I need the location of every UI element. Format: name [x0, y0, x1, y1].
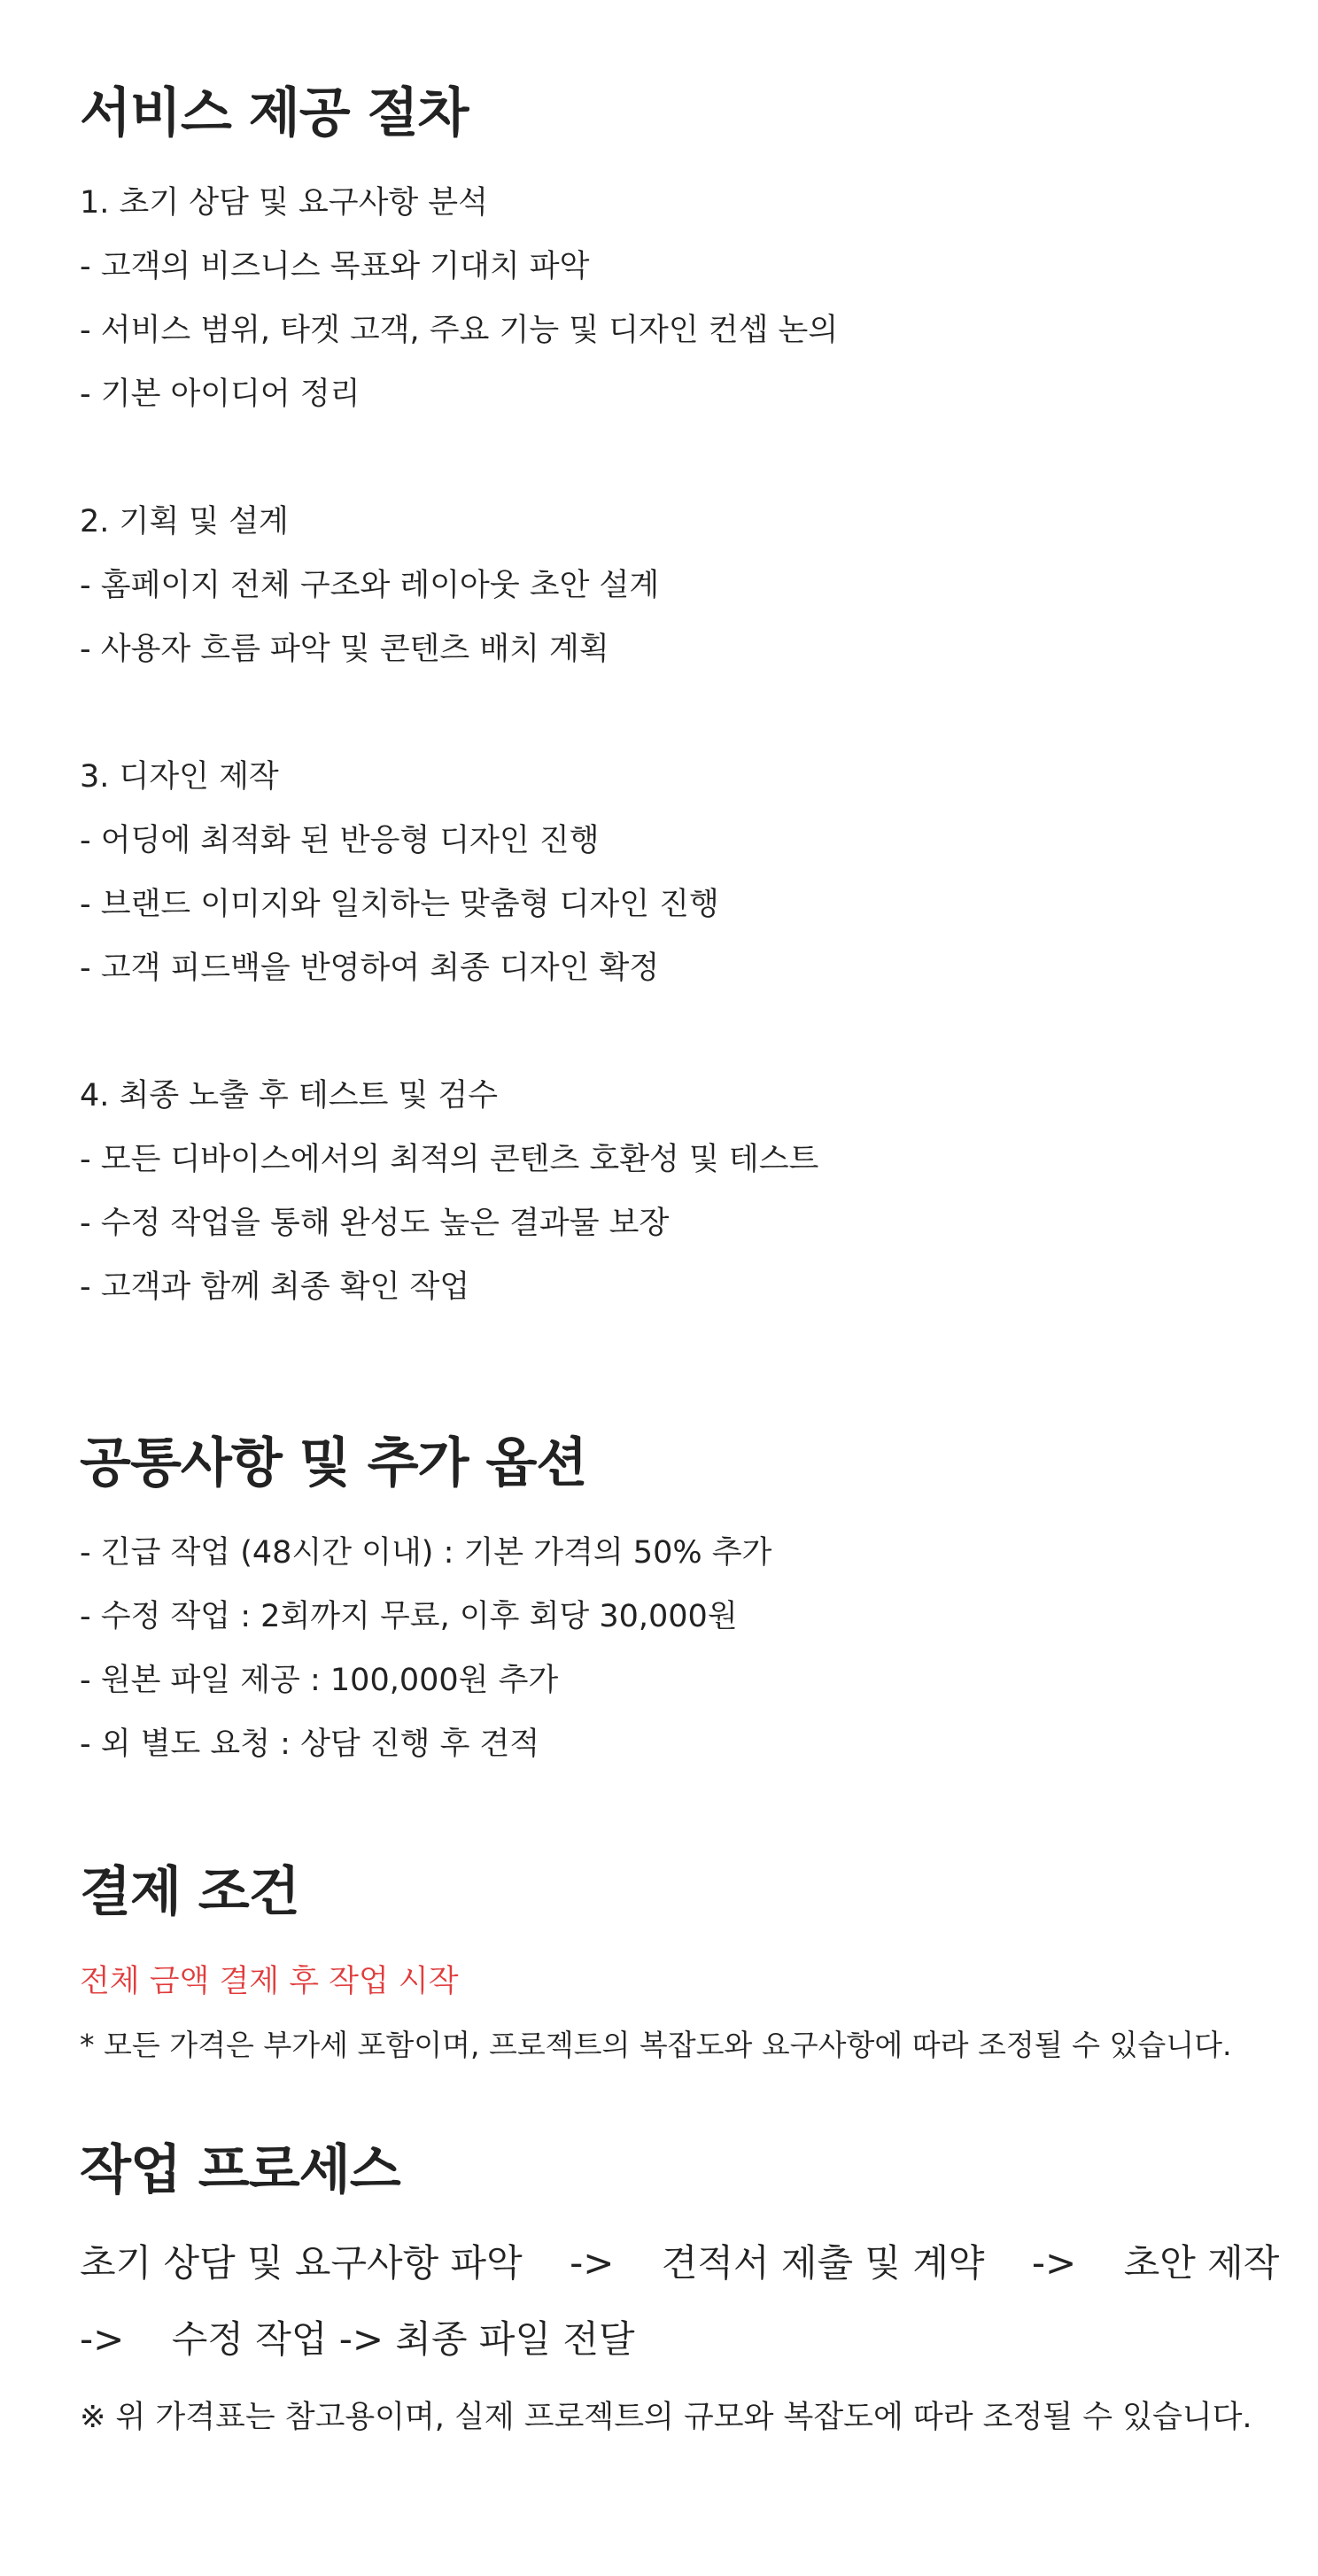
option-item: - 원본 파일 제공 : 100,000원 추가: [80, 1663, 559, 1698]
step1-item: - 서비스 범위, 타겟 고객, 주요 기능 및 디자인 컨셉 논의: [80, 313, 839, 348]
option-item: - 수정 작업 : 2회까지 무료, 이후 회당 30,000원: [80, 1599, 738, 1634]
step2-item: - 홈페이지 전체 구조와 레이아웃 초안 설계: [80, 568, 660, 603]
process-title: 작업 프로세스: [80, 2139, 400, 2201]
step4-item: - 수정 작업을 통해 완성도 높은 결과물 보장: [80, 1206, 670, 1241]
step4-title: 4. 최종 노출 후 테스트 및 검수: [80, 1078, 499, 1113]
payment-note: * 모든 가격은 부가세 포함이며, 프로젝트의 복잡도와 요구사항에 따라 조정될 수 있습니다.: [80, 2028, 1232, 2062]
options-title: 공통사항 및 추가 옵션: [80, 1432, 587, 1494]
step1-item: - 고객의 비즈니스 목표와 기대치 파악: [80, 249, 590, 284]
payment-title: 결제 조건: [80, 1861, 299, 1923]
step2-item: - 사용자 흐름 파악 및 콘텐츠 배치 계획: [80, 632, 609, 667]
process-flow-line1: 초기 상담 및 요구사항 파악 -> 견적서 제출 및 계약 -> 초안 제작: [80, 2241, 1280, 2285]
step3-item: - 고객 피드백을 반영하여 최종 디자인 확정: [80, 950, 660, 986]
payment-highlight: 전체 금액 결제 후 작업 시작: [80, 1964, 459, 1999]
step3-item: - 어딩에 최적화 된 반응형 디자인 진행: [80, 823, 600, 858]
process-flow-line2: -> 수정 작업 -> 최종 파일 전달: [80, 2317, 635, 2361]
step4-item: - 모든 디바이스에서의 최적의 콘텐츠 호환성 및 테스트: [80, 1142, 819, 1177]
option-item: - 긴급 작업 (48시간 이내) : 기본 가격의 50% 추가: [80, 1535, 772, 1571]
step1-title: 1. 초기 상담 및 요구사항 분석: [80, 185, 488, 221]
step4-item: - 고객과 함께 최종 확인 작업: [80, 1269, 470, 1305]
process-note: ※ 위 가격표는 참고용이며, 실제 프로젝트의 규모와 복잡도에 따라 조정될 수 있습니다.: [80, 2400, 1252, 2435]
step3-title: 3. 디자인 제작: [80, 759, 279, 795]
step3-item: - 브랜드 이미지와 일치하는 맞춤형 디자인 진행: [80, 887, 719, 922]
option-item: - 외 별도 요청 : 상담 진행 후 견적: [80, 1726, 540, 1762]
step2-title: 2. 기획 및 설계: [80, 504, 289, 539]
service-procedure-title: 서비스 제공 절차: [80, 82, 469, 144]
step1-item: - 기본 아이디어 정리: [80, 376, 361, 412]
